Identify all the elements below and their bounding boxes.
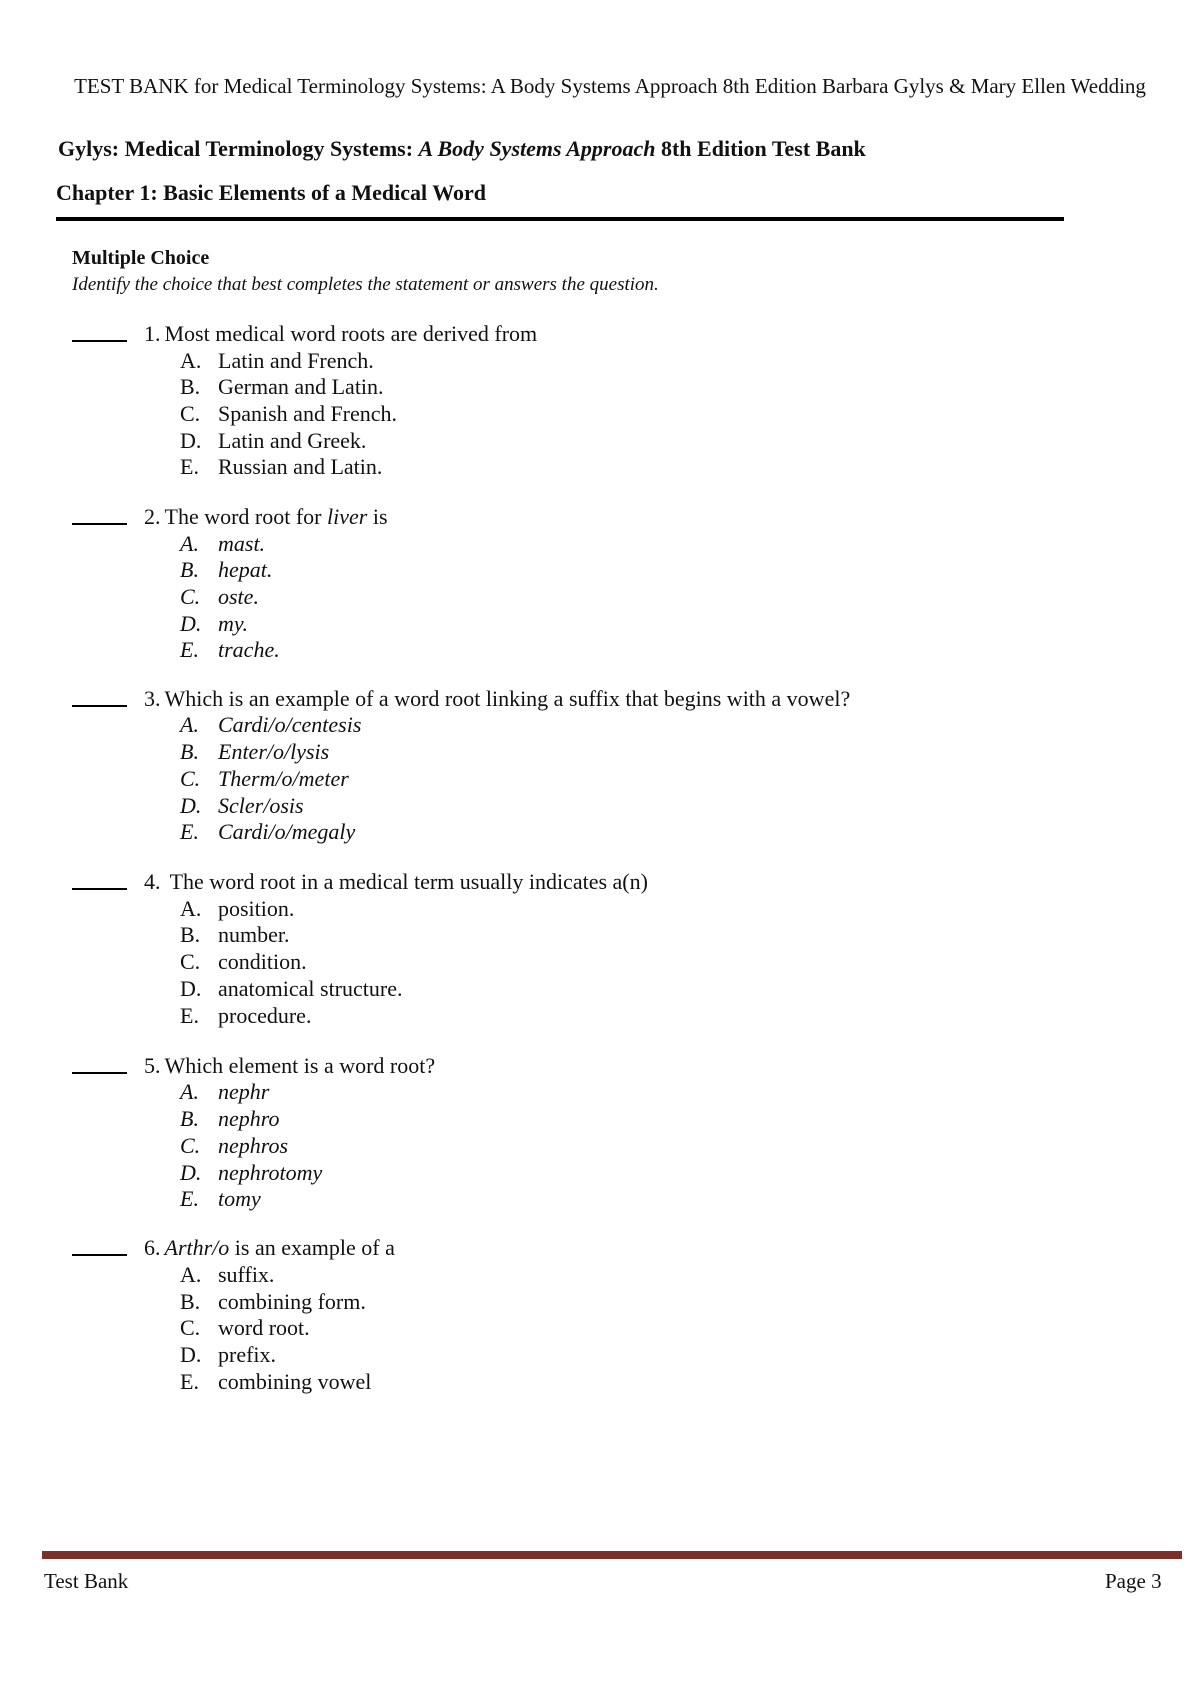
option-text: position. (218, 896, 295, 921)
question-number: 5. (144, 1053, 161, 1078)
stem-italic-text: liver (327, 504, 368, 529)
option-c (180, 400, 397, 427)
stem-text-after: is an example of a (229, 1235, 395, 1260)
option-text: combining vowel (218, 1369, 372, 1394)
question-stem (144, 868, 648, 895)
option-letter: E. (180, 819, 199, 844)
option-text: my. (218, 611, 248, 636)
option-letter: D. (180, 1160, 202, 1185)
book-title-suffix: 8th Edition Test Bank (655, 136, 866, 161)
option-text: word root. (218, 1315, 310, 1340)
option-a (180, 711, 361, 738)
option-e (180, 1368, 371, 1395)
option-letter: A. (180, 896, 202, 921)
option-letter: E. (180, 454, 199, 479)
answer-blank[interactable] (72, 523, 127, 525)
question-number: 2. (144, 504, 161, 529)
option-text: anatomical structure. (218, 976, 403, 1001)
option-a (180, 1078, 269, 1105)
footer-label: Test Bank (44, 1569, 129, 1593)
question-stem (144, 1234, 395, 1261)
question-number: 4. (144, 869, 161, 894)
option-text: suffix. (218, 1262, 275, 1287)
option-e (180, 1002, 311, 1029)
option-b (180, 921, 290, 948)
option-d (180, 427, 366, 454)
option-letter: A. (180, 348, 202, 373)
option-e (180, 818, 355, 845)
option-letter: A. (180, 531, 199, 556)
option-c (180, 1132, 288, 1159)
option-b (180, 1288, 366, 1315)
chapter-title: Chapter 1: Basic Elements of a Medical Word (56, 180, 486, 205)
option-c (180, 765, 349, 792)
option-a (180, 1261, 274, 1288)
option-text: Cardi/o/megaly (218, 819, 356, 844)
question-number: 6. (144, 1235, 161, 1260)
option-letter: C. (180, 766, 201, 791)
answer-blank[interactable] (72, 340, 127, 342)
option-letter: C. (180, 1133, 201, 1158)
running-header: TEST BANK for Medical Terminology Systems: A Body Systems Approach 8th Edition Barbara Gylys & Mary Ellen Wedding (74, 74, 1146, 98)
option-c (180, 1314, 310, 1341)
option-d (180, 1159, 322, 1186)
stem-text: The word root in a medical term usually indicates a(n) (164, 869, 648, 894)
option-letter: B. (180, 739, 199, 764)
title-divider (56, 217, 1064, 221)
question-5 (0, 1052, 1192, 1212)
option-letter: A. (180, 1262, 202, 1287)
option-d (180, 1341, 276, 1368)
option-text: Enter/o/lysis (218, 739, 330, 764)
option-text: mast. (218, 531, 266, 556)
option-text: Russian and Latin. (218, 454, 383, 479)
option-c (180, 583, 259, 610)
option-text: tomy (218, 1186, 261, 1211)
option-a (180, 895, 294, 922)
book-title-prefix: Gylys: Medical Terminology Systems: (58, 136, 419, 161)
option-text: Cardi/o/centesis (218, 712, 362, 737)
option-text: number. (218, 922, 290, 947)
option-d (180, 975, 402, 1002)
option-text: combining form. (218, 1289, 366, 1314)
option-d (180, 792, 304, 819)
stem-italic-text: Arthr/o (164, 1235, 230, 1260)
option-letter: C. (180, 584, 201, 609)
option-letter: E. (180, 1186, 199, 1211)
option-b (180, 373, 384, 400)
option-letter: A. (180, 1079, 199, 1104)
stem-text: Which is an example of a word root linking a suffix that begins with a vowel? (164, 686, 851, 711)
stem-text: Which element is a word root? (164, 1053, 436, 1078)
book-title-italic: A Body Systems Approach (418, 136, 656, 161)
question-number: 3. (144, 686, 161, 711)
answer-blank[interactable] (72, 1254, 127, 1256)
option-letter: B. (180, 557, 199, 582)
option-letter: D. (180, 428, 202, 453)
footer-divider (42, 1551, 1182, 1559)
option-b (180, 556, 272, 583)
option-b (180, 738, 329, 765)
option-letter: D. (180, 976, 202, 1001)
option-a (180, 530, 265, 557)
option-e (180, 1185, 261, 1212)
option-text: nephro (218, 1106, 280, 1131)
option-letter: C. (180, 949, 201, 974)
question-number: 1. (144, 321, 161, 346)
section-instructions: Identify the choice that best completes the statement or answers the question. (72, 274, 659, 295)
option-letter: B. (180, 922, 201, 947)
question-4 (0, 868, 1192, 1028)
option-text: procedure. (218, 1003, 312, 1028)
question-1 (0, 320, 1192, 480)
option-text: hepat. (218, 557, 273, 582)
option-text: trache. (218, 637, 280, 662)
answer-blank[interactable] (72, 888, 127, 890)
option-letter: B. (180, 1289, 201, 1314)
option-c (180, 948, 307, 975)
option-letter: D. (180, 611, 202, 636)
question-2 (0, 503, 1192, 663)
option-text: prefix. (218, 1342, 277, 1367)
option-text: nephrotomy (218, 1160, 323, 1185)
stem-text-after: is (367, 504, 388, 529)
question-6 (0, 1234, 1192, 1394)
option-letter: E. (180, 1003, 199, 1028)
book-title (58, 136, 866, 162)
option-letter: D. (180, 1342, 202, 1367)
option-text: nephros (218, 1133, 289, 1158)
option-text: Spanish and French. (218, 401, 398, 426)
option-d (180, 610, 248, 637)
question-stem (144, 503, 388, 530)
option-letter: C. (180, 401, 201, 426)
option-letter: C. (180, 1315, 201, 1340)
option-letter: E. (180, 1369, 199, 1394)
option-text: German and Latin. (218, 374, 384, 399)
option-text: nephr (218, 1079, 270, 1104)
option-a (180, 347, 374, 374)
answer-blank[interactable] (72, 705, 127, 707)
option-text: Latin and French. (218, 348, 374, 373)
option-letter: D. (180, 793, 202, 818)
option-letter: E. (180, 637, 199, 662)
question-stem (144, 1052, 435, 1079)
page-number: Page 3 (1105, 1569, 1162, 1593)
stem-text: Most medical word roots are derived from (164, 321, 538, 346)
option-e (180, 453, 382, 480)
option-letter: B. (180, 1106, 199, 1131)
option-text: Latin and Greek. (218, 428, 367, 453)
option-text: oste. (218, 584, 259, 609)
option-letter: B. (180, 374, 201, 399)
option-letter: A. (180, 712, 199, 737)
question-stem (144, 685, 850, 712)
stem-text: The word root for (164, 504, 328, 529)
option-text: condition. (218, 949, 307, 974)
question-3 (0, 685, 1192, 845)
option-b (180, 1105, 280, 1132)
section-heading: Multiple Choice (72, 247, 210, 269)
option-text: Scler/osis (218, 793, 304, 818)
option-text: Therm/o/meter (218, 766, 349, 791)
question-stem (144, 320, 537, 347)
option-e (180, 636, 280, 663)
answer-blank[interactable] (72, 1072, 127, 1074)
